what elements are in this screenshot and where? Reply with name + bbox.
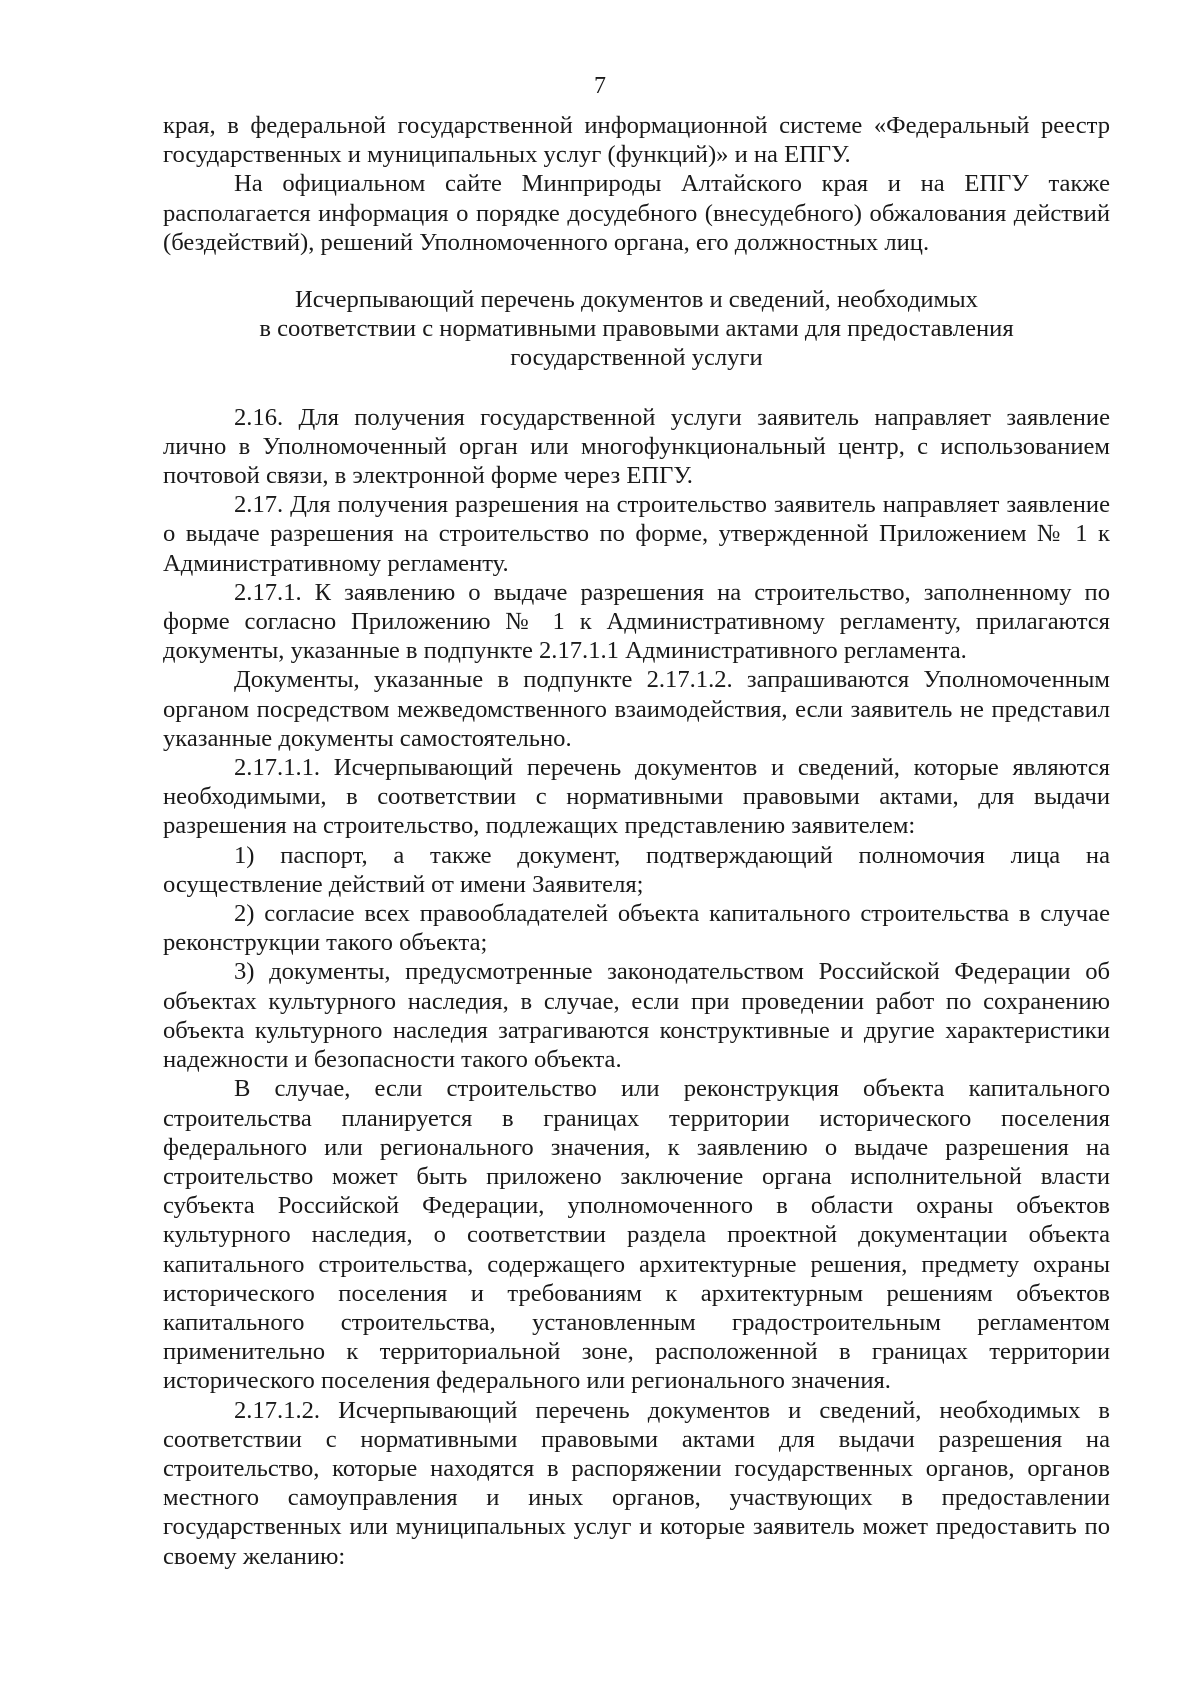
section-heading-line-3: государственной услуги <box>510 344 763 372</box>
section-heading <box>163 285 1110 373</box>
paragraph-historic-settlement: В случае, если строительство или реконструкция объекта капитального строительства планируется в границах территории исторического поселения федерального или регионального значения, к заявлению о выдаче разрешения на строительство может быть приложено заключение органа исполнительной власти субъекта Российской Федерации, уполномоченного в области охраны объектов культурного наследия, о соответствии раздела проектной документации объекта капитального строительства, содержащего архитектурные решения, предмету охраны исторического поселения и требованиям к архитектурным решениям объектов капитального строительства, установленным градостроительным регламентом применительно к территориальной зоне, расположенной в границах территории исторического поселения федерального или регионального значения. <box>163 1075 1110 1395</box>
clause-2-17-1: 2.17.1. К заявлению о выдаче разрешения на строительство, заполненному по форме согласно Приложению № 1 к Административному регламенту, прилагаются документы, указанные в подпункте 2.17.1.1 Административного регламента. <box>163 578 1110 665</box>
list-item-3: 3) документы, предусмотренные законодательством Российской Федерации об объектах культурного наследия, в случае, если при проведении работ по сохранению объекта культурного наследия затрагиваются конструктивные и другие характеристики надежности и безопасности такого объекта. <box>163 958 1110 1074</box>
paragraph-official-site: На официальном сайте Минприроды Алтайского края и на ЕПГУ также располагается информация о порядке досудебного (внесудебного) обжалования действий (бездействий), решений Уполномоченного органа, его должностных лиц. <box>163 170 1110 256</box>
document-body <box>163 111 1110 1571</box>
section-heading-line-2: в соответствии с нормативными правовыми актами для предоставления <box>259 315 1014 343</box>
clause-2-16: 2.16. Для получения государственной услуги заявитель направляет заявление лично в Уполномоченный орган или многофункциональный центр, с использованием почтовой связи, в электронной форме через ЕПГУ. <box>163 403 1110 490</box>
section-heading-line-1: Исчерпывающий перечень документов и сведений, необходимых <box>295 286 978 314</box>
list-item-1: 1) паспорт, а также документ, подтверждающий полномочия лица на осуществление действий от имени Заявителя; <box>163 841 1110 898</box>
clause-2-17-1-1: 2.17.1.1. Исчерпывающий перечень документов и сведений, которые являются необходимыми, в соответствии с нормативными правовыми актами, для выдачи разрешения на строительство, подлежащих представлению заявителем: <box>163 754 1110 840</box>
clause-2-17: 2.17. Для получения разрешения на строительство заявитель направляет заявление о выдаче разрешения на строительство по форме, утвержденной Приложением № 1 к Административному регламенту. <box>163 491 1110 577</box>
page-number: 7 <box>594 73 606 99</box>
list-item-2: 2) согласие всех правообладателей объекта капитального строительства в случае реконструкции такого объекта; <box>163 900 1110 957</box>
spacer <box>163 257 1110 285</box>
clause-2-17-1-2: 2.17.1.2. Исчерпывающий перечень документов и сведений, необходимых в соответствии с нормативными правовыми актами для выдачи разрешения на строительство, которые находятся в распоряжении государственных органов, органов местного самоуправления и иных органов, участвующих в предоставлении государственных или муниципальных услуг и которые заявитель может предоставить по своему желанию: <box>163 1396 1110 1570</box>
spacer <box>163 373 1110 403</box>
paragraph-continuation: края, в федеральной государственной информационной системе «Федеральный реестр государственных и муниципальных услуг (функций)» и на ЕПГУ. <box>163 112 1110 169</box>
paragraph-interagency-documents: Документы, указанные в подпункте 2.17.1.2. запрашиваются Уполномоченным органом посредством межведомственного взаимодействия, если заявитель не представил указанные документы самостоятельно. <box>163 666 1110 752</box>
